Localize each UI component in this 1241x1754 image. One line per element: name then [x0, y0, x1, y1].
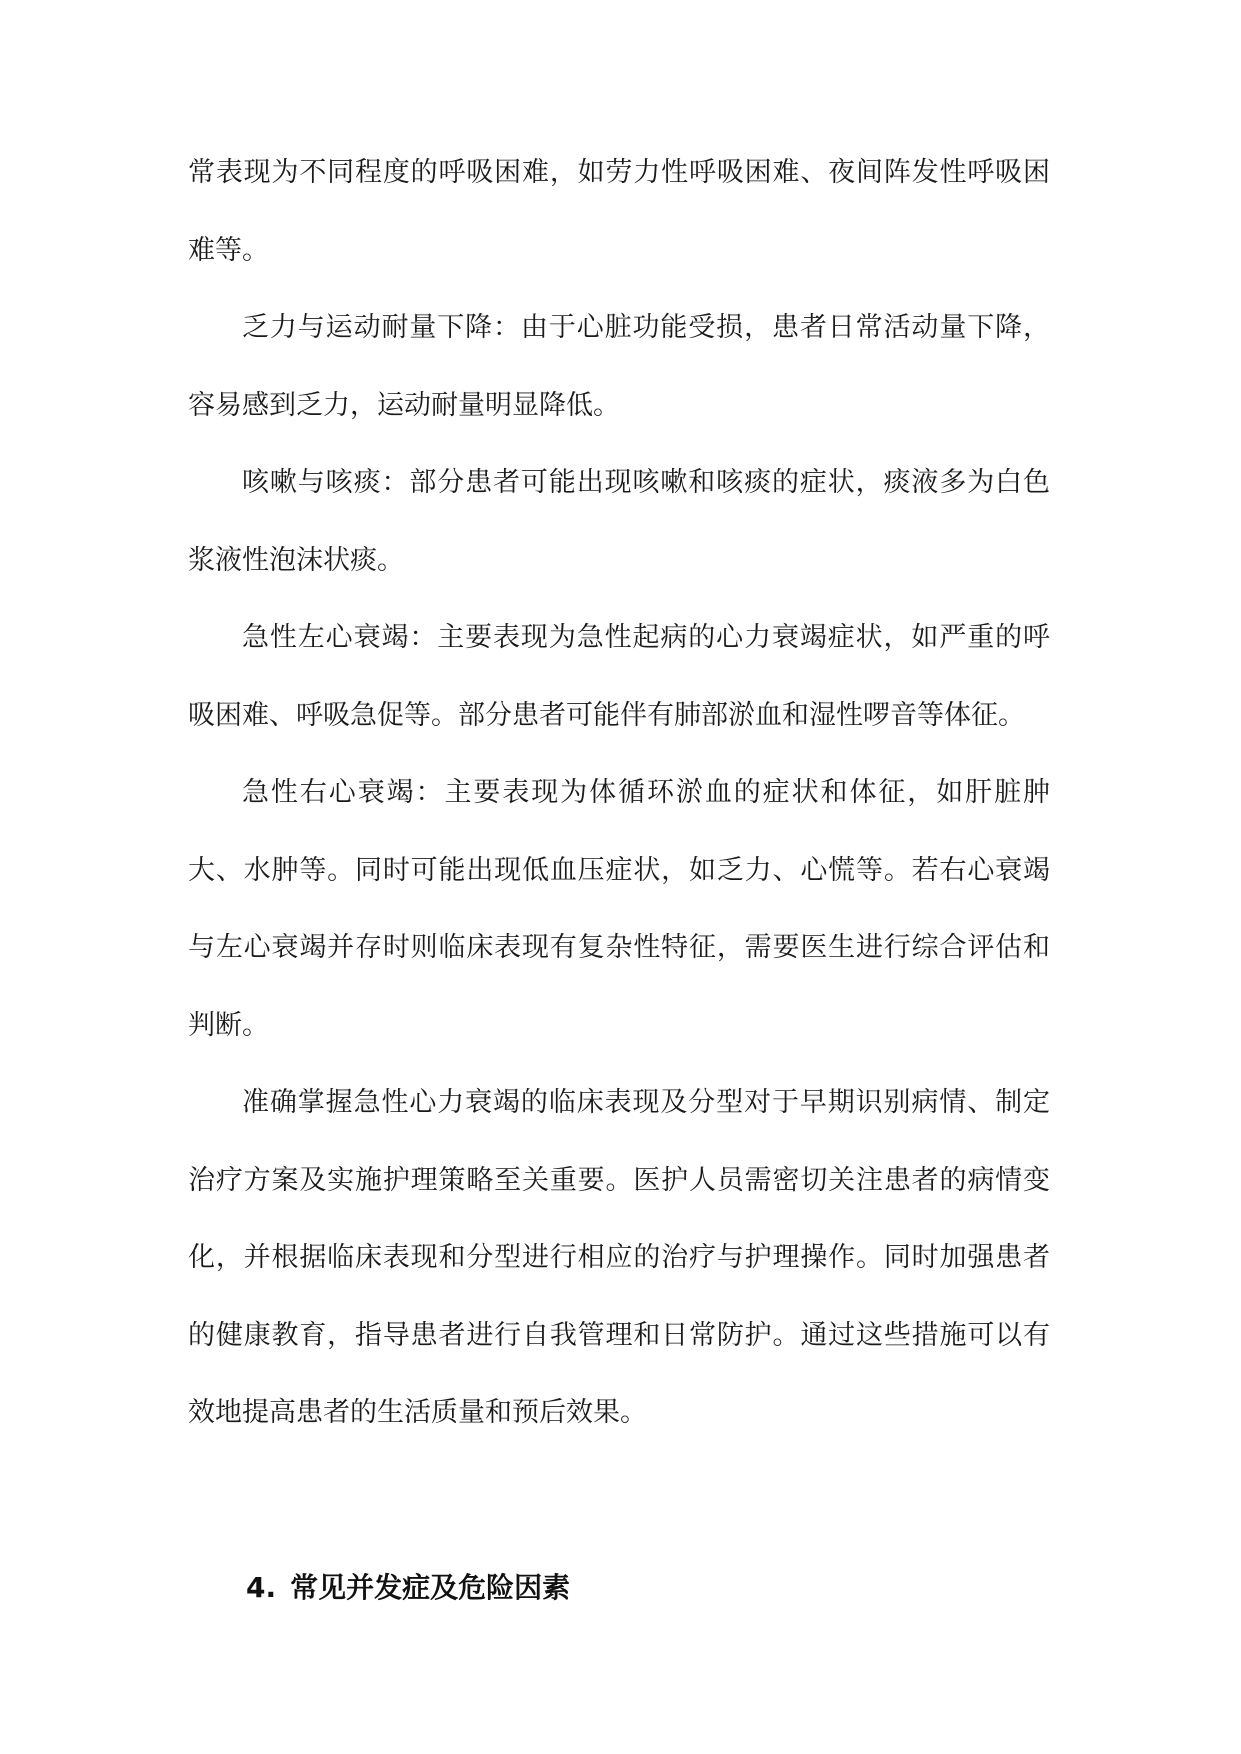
section-title: 常见并发症及危险因素	[290, 1571, 571, 1604]
section-heading	[246, 1568, 1046, 1608]
paragraph-left-heart-failure: 急性左心衰竭：主要表现为急性起病的心力衰竭症状，如严重的呼吸困难、呼吸急促等。部分患者可能伴有肺部淤血和湿性啰音等体征。	[188, 622, 1050, 731]
section-number: 4.	[246, 1571, 277, 1604]
body-text	[188, 134, 1050, 1452]
paragraph-summary: 准确掌握急性心力衰竭的临床表现及分型对于早期识别病情、制定治疗方案及实施护理策略至关重要。医护人员需密切关注患者的病情变化，并根据临床表现和分型进行相应的治疗与护理操作。同时加强患者的健康教育，指导患者进行自我管理和日常防护。通过这些措施可以有效地提高患者的生活质量和预后效果。	[188, 1087, 1050, 1428]
paragraph-cough: 咳嗽与咳痰：部分患者可能出现咳嗽和咳痰的症状，痰液多为白色浆液性泡沫状痰。	[188, 467, 1050, 576]
paragraph-continued: 常表现为不同程度的呼吸困难，如劳力性呼吸困难、夜间阵发性呼吸困难等。	[188, 157, 1050, 266]
paragraph-right-heart-failure: 急性右心衰竭：主要表现为体循环淤血的症状和体征，如肝脏肿大、水肿等。同时可能出现低血压症状，如乏力、心慌等。若右心衰竭与左心衰竭并存时则临床表现有复杂性特征，需要医生进行综合评估和判断。	[188, 777, 1050, 1041]
paragraph-fatigue: 乏力与运动耐量下降：由于心脏功能受损，患者日常活动量下降，容易感到乏力，运动耐量明显降低。	[188, 312, 1050, 421]
